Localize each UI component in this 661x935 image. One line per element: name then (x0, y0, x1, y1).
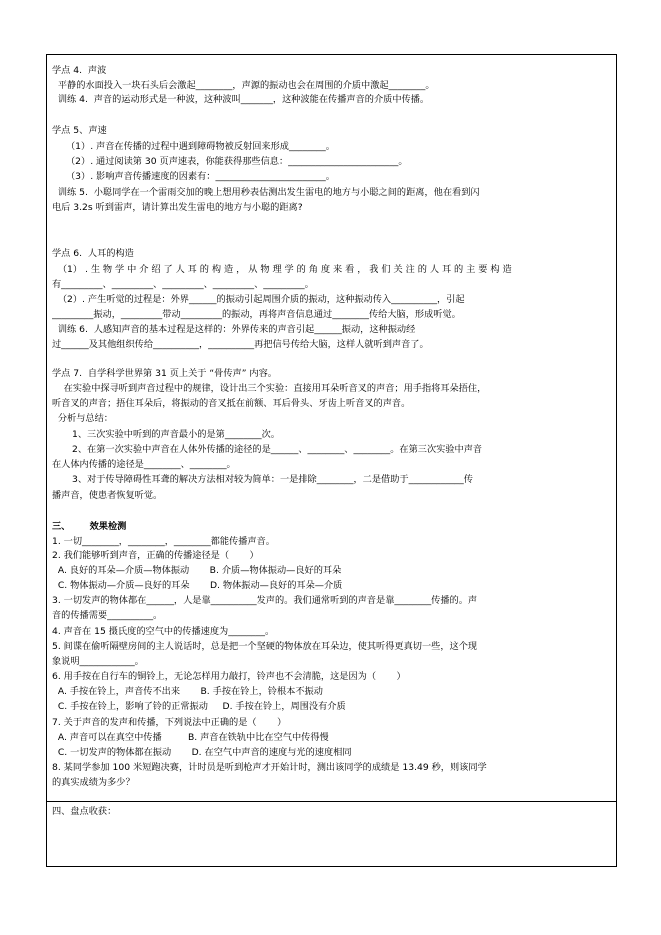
text-line: 在实验中探寻听到声音过程中的规律，设计出三个实验：直接用耳朵听音叉的声音；用手指将耳朵捂住， (52, 383, 487, 394)
text-line: 播声音，使患者恢复听觉。 (52, 490, 163, 501)
text-line: 过______及其他组织传给__________，__________再把信号传给大脑，这样人就听到声音了。 (52, 339, 429, 350)
section-heading: 学点 6. 人耳的构造 (52, 248, 134, 259)
text-line: （2）. 通过阅读第 30 页声速表，你能获得那些信息：________________________。 (66, 156, 408, 167)
question-line: 的真实成绩为多少？ (52, 777, 135, 788)
option-line: C. 手按在铃上，影响了铃的正常振动 D. 手按在铃上，周围没有介质 (52, 701, 346, 712)
text-line: 有_________、_________、_________、_________、_________。 (52, 279, 314, 290)
text-line: 训练 5. 小聪同学在一个雷雨交加的晚上想用秒表估测出发生雷电的地方与小聪之间的距离，他在看到闪 (52, 187, 480, 198)
option-line: C. 一切发声的物体都在振动 D. 在空气中声音的速度与光的速度相同 (52, 747, 352, 758)
text-line: 训练 6. 人感知声音的基本过程是这样的：外界传来的声音引起______振动，这种振动经 (52, 324, 416, 335)
text-line: 平静的水面投入一块石头后会激起________，声源的振动也会在周围的介质中激起________。 (52, 80, 435, 91)
section-heading: 三、 效果检测 (52, 521, 127, 532)
text-line: （1） . 生 物 学 中 介 绍 了 人 耳 的 构 造 ， 从 物 理 学 的 角 度 来 看 ， 我 们 关 注 的 人 耳 的 主 要 构 造 (52, 264, 512, 275)
option-line: C. 物体振动—介质—良好的耳朵 D. 物体振动—良好的耳朵—介质 (52, 580, 343, 591)
question-line: 5. 间谍在偷听隔壁房间的主人说话时，总是把一个坚硬的物体放在耳朵边，使其听得更真切一些，这个现 (52, 641, 478, 652)
question-line: 8. 某同学参加 100 米短跑决赛，计时员是听到枪声才开始计时，测出该同学的成绩是 13.49 秒，则该同学 (52, 762, 487, 773)
section-divider (47, 801, 616, 802)
text-line: （2）. 产生听觉的过程是：外界______的振动引起周围介质的振动，这种振动传入__________，引起 (52, 294, 465, 305)
text-line: 1、三次实验中听到的声音最小的是第________次。 (72, 429, 280, 440)
question-line: 6. 用手按在自行车的铜铃上，无论怎样用力敲打，铃声也不会清脆，这是因为（ ） (52, 671, 406, 682)
text-line: 分析与总结： (52, 413, 113, 424)
question-line: 1. 一切________，________，________都能传播声音。 (52, 536, 275, 547)
question-line: 象说明____________。 (52, 656, 144, 667)
text-line: 训练 4. 声音的运动形式是一种波，这种波叫_______，这种波能在传播声音的介质中传播。 (52, 94, 430, 105)
option-line: A. 手按在铃上，声音传不出来 B. 手按在铃上，铃根本不振动 (52, 686, 323, 697)
question-line: 4. 声音在 15 摄氏度的空气中的传播速度为________。 (52, 626, 275, 637)
option-line: A. 声音可以在真空中传播 B. 声音在铁轨中比在空气中传得慢 (52, 732, 329, 743)
text-line: （1）. 声音在传播的过程中遇到障碍物被反射回来形成________。 (66, 141, 335, 152)
text-line: _________振动，_________带动_________的振动，再将声音信息通过________传给大脑，形成听觉。 (52, 309, 461, 320)
option-line: A. 良好的耳朵—介质—物体振动 B. 介质—物体振动—良好的耳朵 (52, 565, 342, 576)
question-line: 音的传播需要__________。 (52, 610, 163, 621)
section-heading: 学点 5、声速 (52, 125, 107, 136)
section-heading: 学点 4. 声波 (52, 65, 107, 76)
text-line: （3）. 影响声音传播速度的因素有：________________________。 (66, 171, 335, 182)
text-line: 在人体内传播的途径是________、________。 (52, 459, 236, 470)
text-line: 电后 3.2s 听到雷声，请计算出发生雷电的地方与小聪的距离? (52, 202, 303, 213)
question-line: 2. 我们能够听到声音，正确的传播途径是（ ） (52, 550, 259, 561)
question-line: 7. 关于声音的发声和传播，下列说法中正确的是（ ） (52, 717, 287, 728)
section-heading: 四、盘点收获： (52, 806, 117, 817)
text-line: 3、对于传导障碍性耳聋的解决方法相对较为简单：一是排除________，二是借助于____________传 (72, 474, 473, 485)
question-line: 3. 一切发声的物体都在______，人是靠__________发声的。我们通常听到的声音是靠________传播的。声 (52, 595, 478, 606)
section-heading: 学点 7. 自学科学世界第 31 页上关于 “骨传声” 内容。 (52, 368, 277, 379)
text-line: 2、在第一次实验中声音在人体外传播的途径的是______、________、________。在第三次实验中声音 (72, 444, 483, 455)
text-line: 听音叉的声音；捂住耳朵后，将振动的音叉抵在前额、耳后骨头、牙齿上听音叉的声音。 (52, 398, 411, 409)
